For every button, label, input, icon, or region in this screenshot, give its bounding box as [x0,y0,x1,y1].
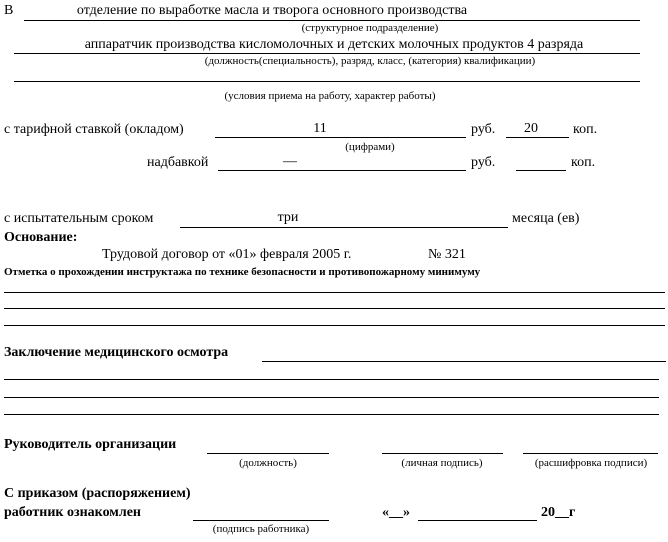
medical-line-3 [4,397,659,398]
acknowledge-signature-caption: (подпись работника) [212,523,310,535]
bonus-value: — [283,154,297,169]
bonus-underline [218,170,466,171]
unit-prefix: В [4,3,14,18]
salary-kop-value: 20 [524,121,538,136]
medical-underline [262,361,666,362]
briefing-line-3 [4,325,665,326]
manager-decoding-line [523,453,658,454]
basis-number: № 321 [428,247,466,262]
acknowledge-year: 20__г [541,505,576,520]
briefing-line-1 [4,292,665,293]
salary-label: с тарифной ставкой (окладом) [4,122,184,137]
manager-position-caption: (должность) [239,457,297,469]
manager-label: Руководитель организации [4,437,177,452]
conditions-caption: (условия приема на работу, характер работы) [224,90,436,102]
acknowledge-signature-line [193,520,329,521]
basis-label: Основание: [4,230,78,245]
unit-value: отделение по выработке масла и творога основного производства [76,3,468,18]
salary-rub-underline [215,137,466,138]
salary-kop-underline [506,137,569,138]
bonus-kop-underline [516,170,566,171]
manager-position-line [207,453,329,454]
medical-label: Заключение медицинского осмотра [4,345,229,360]
briefing-line-2 [4,308,665,309]
manager-decoding-caption: (расшифровка подписи) [534,457,648,469]
manager-signature-caption: (личная подпись) [401,457,483,469]
medical-line-4 [4,414,659,415]
probation-value: три [277,210,299,225]
salary-caption: (цифрами) [345,141,395,153]
acknowledge-line-1: С приказом (распоряжением) [4,486,191,501]
position-caption: (должность(специальность), разряд, класс, (категория) квалификации) [204,55,536,67]
bonus-kop-label: коп. [571,155,596,170]
acknowledge-date-quote: «__» [382,505,410,520]
bonus-rub-label: руб. [471,155,496,170]
position-value: аппаратчик производства кисломолочных и детских молочных продуктов 4 разряда [84,37,584,52]
salary-kop-label: коп. [573,122,598,137]
position-underline [14,53,640,54]
briefing-label: Отметка о прохождении инструктажа по технике безопасности и противопожарному минимуму [4,266,481,278]
medical-line-2 [4,379,659,380]
bonus-label: надбавкой [147,155,209,170]
basis-text: Трудовой договор от «01» февраля 2005 г. [102,247,352,262]
conditions-underline [14,81,640,82]
salary-rub-value: 11 [313,121,327,136]
manager-signature-line [382,453,503,454]
probation-label: с испытательным сроком [4,211,154,226]
probation-unit: месяца (ев) [512,211,580,226]
salary-rub-label: руб. [471,122,496,137]
probation-underline [180,227,508,228]
acknowledge-date-line [418,520,537,521]
unit-underline [24,20,640,21]
acknowledge-line-2: работник ознакомлен [4,505,141,520]
unit-caption: (структурное подразделение) [301,22,439,34]
